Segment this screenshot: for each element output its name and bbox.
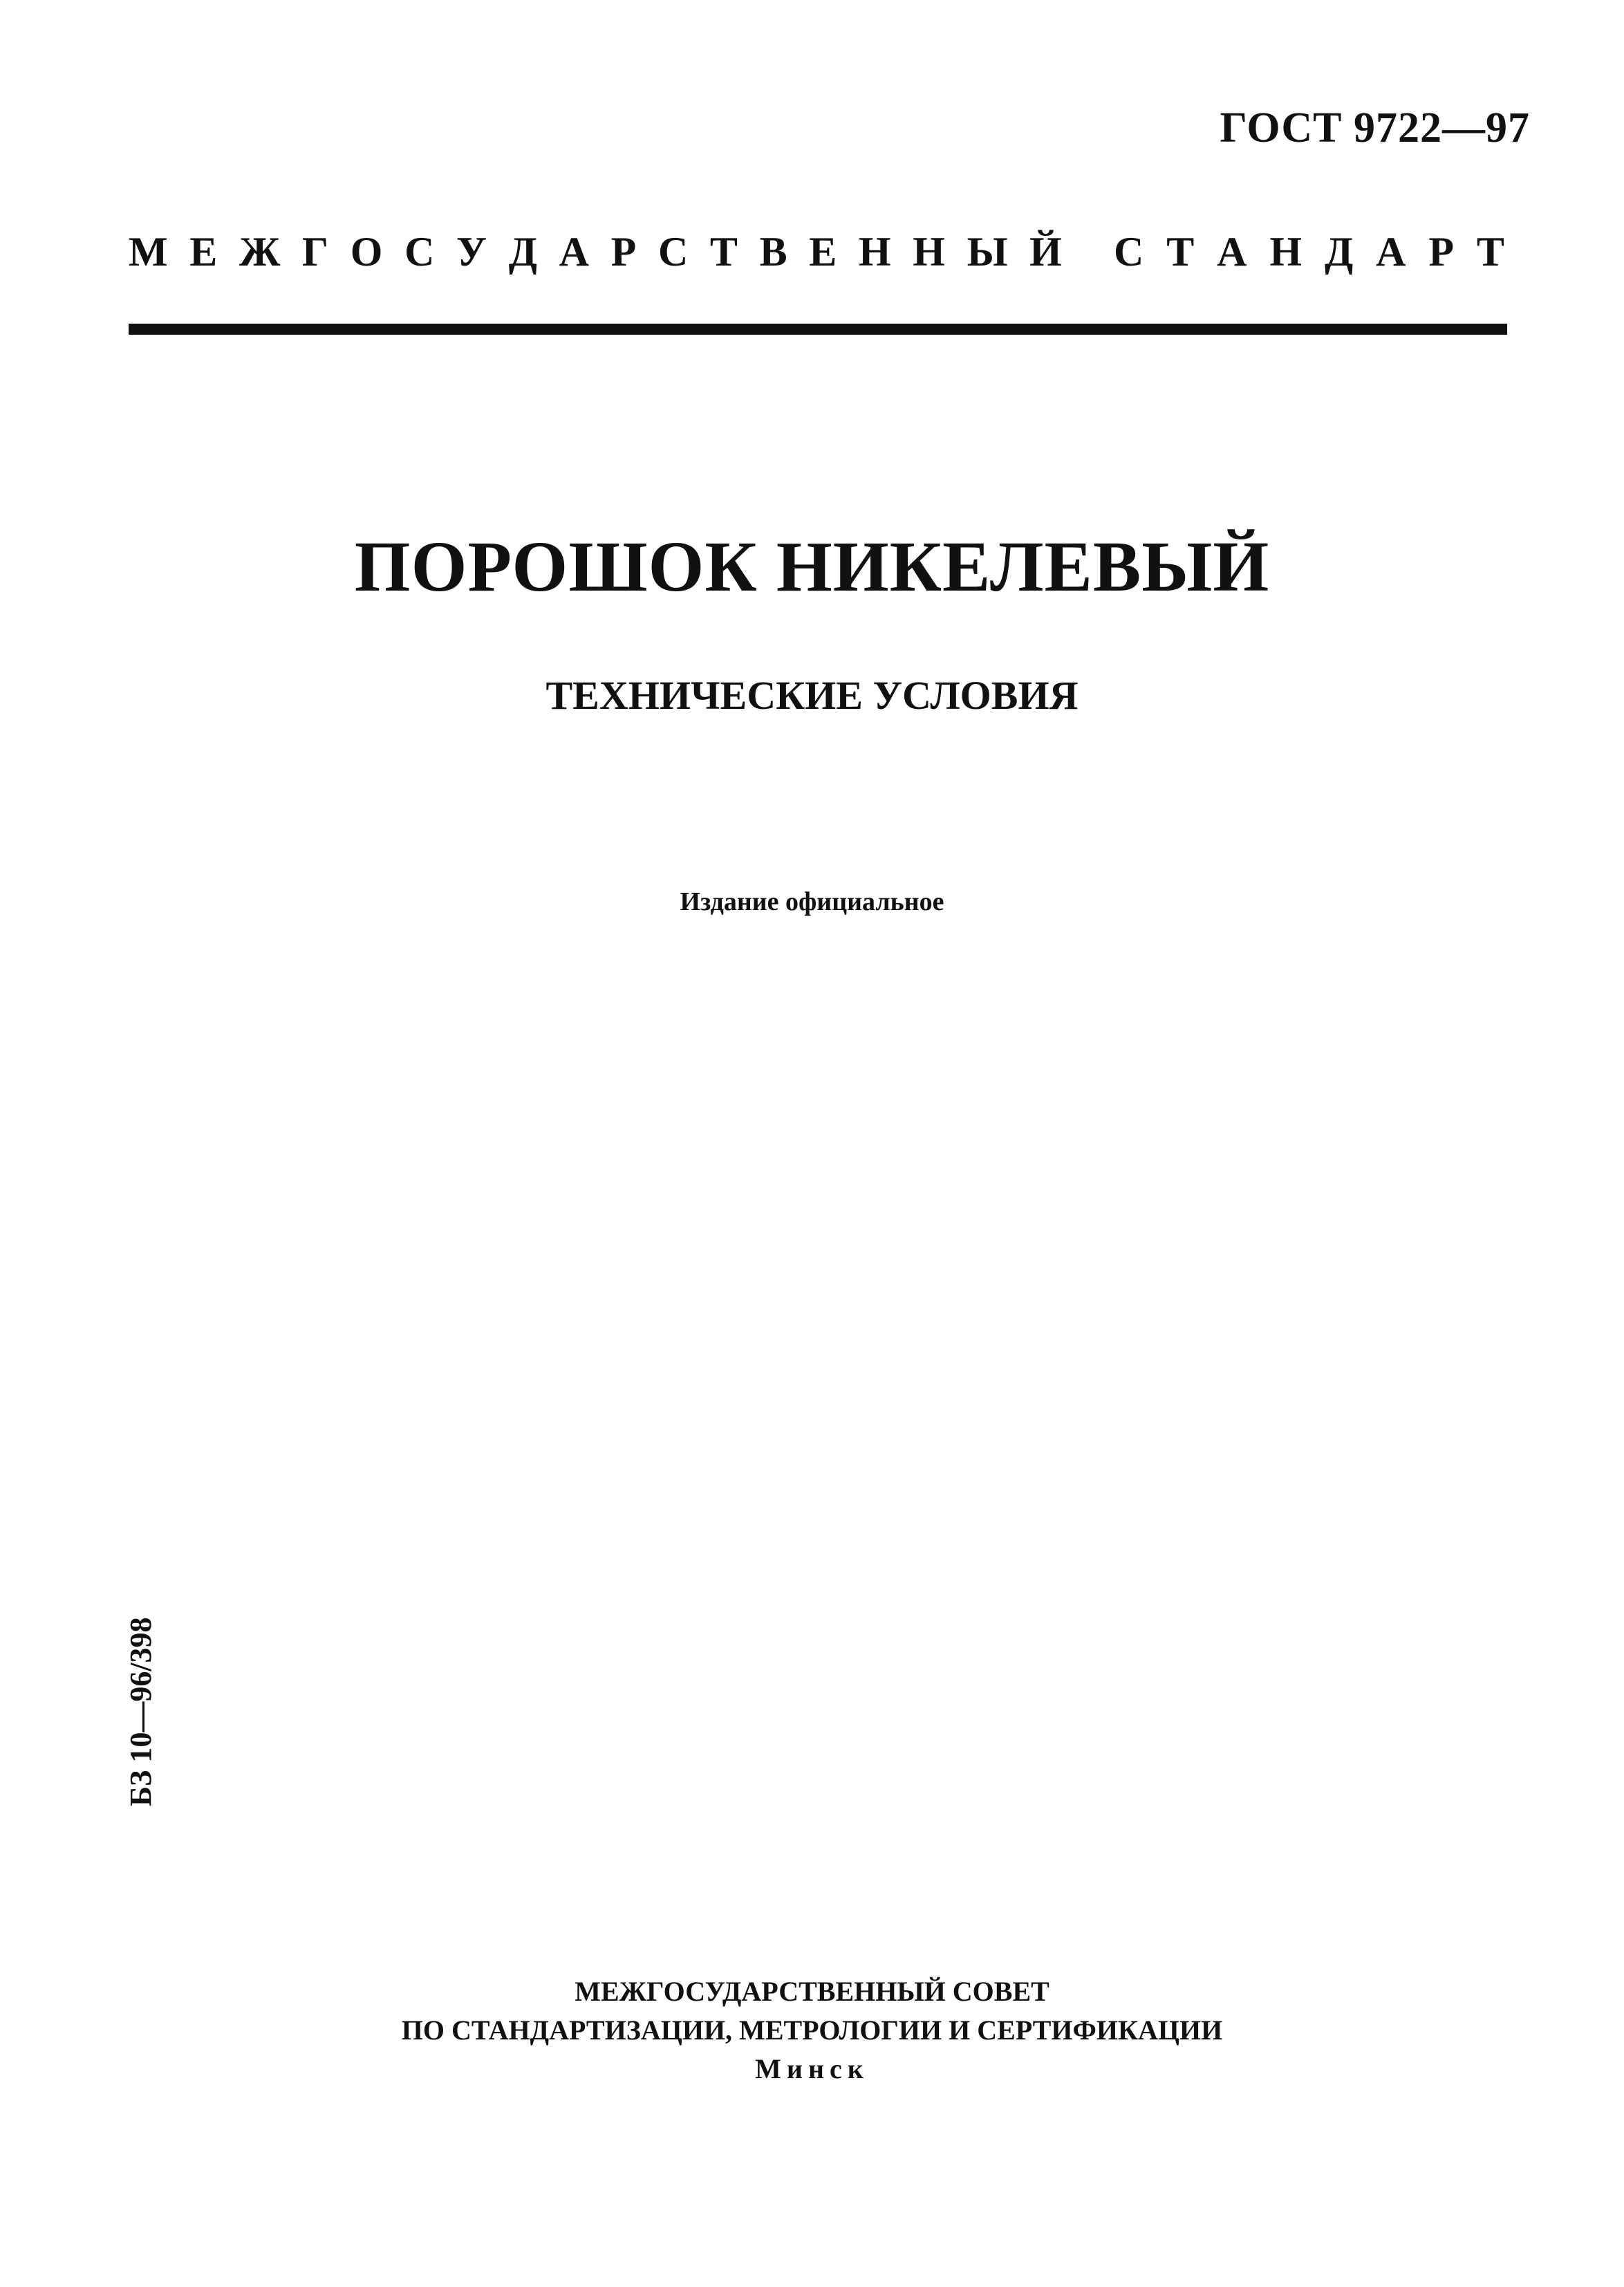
document-title: ПОРОШОК НИКЕЛЕВЫЙ	[354, 527, 1270, 607]
publisher-block	[0, 1972, 1624, 2089]
publisher-line-1: МЕЖГОСУДАРСТВЕННЫЙ СОВЕТ	[575, 1976, 1049, 2007]
publisher-city: Минск	[755, 2053, 869, 2084]
standard-type-heading	[129, 228, 1504, 276]
edition-note: Издание официальное	[680, 887, 944, 916]
document-subtitle: ТЕХНИЧЕСКИЕ УСЛОВИЯ	[545, 673, 1079, 718]
publisher-line-2: ПО СТАНДАРТИЗАЦИИ, МЕТРОЛОГИИ И СЕРТИФИКАЦИИ	[401, 2015, 1223, 2046]
side-registration-code: БЗ 10—96/398	[124, 1617, 158, 1806]
gost-number: ГОСТ 9722—97	[1220, 104, 1530, 151]
standard-type-word-interstate: М Е Ж Г О С У Д А Р С Т В Е Н Н Ы Й	[129, 229, 1062, 275]
standard-type-word-standard: С Т А Н Д А Р Т	[1114, 229, 1504, 275]
header-divider	[129, 324, 1507, 335]
